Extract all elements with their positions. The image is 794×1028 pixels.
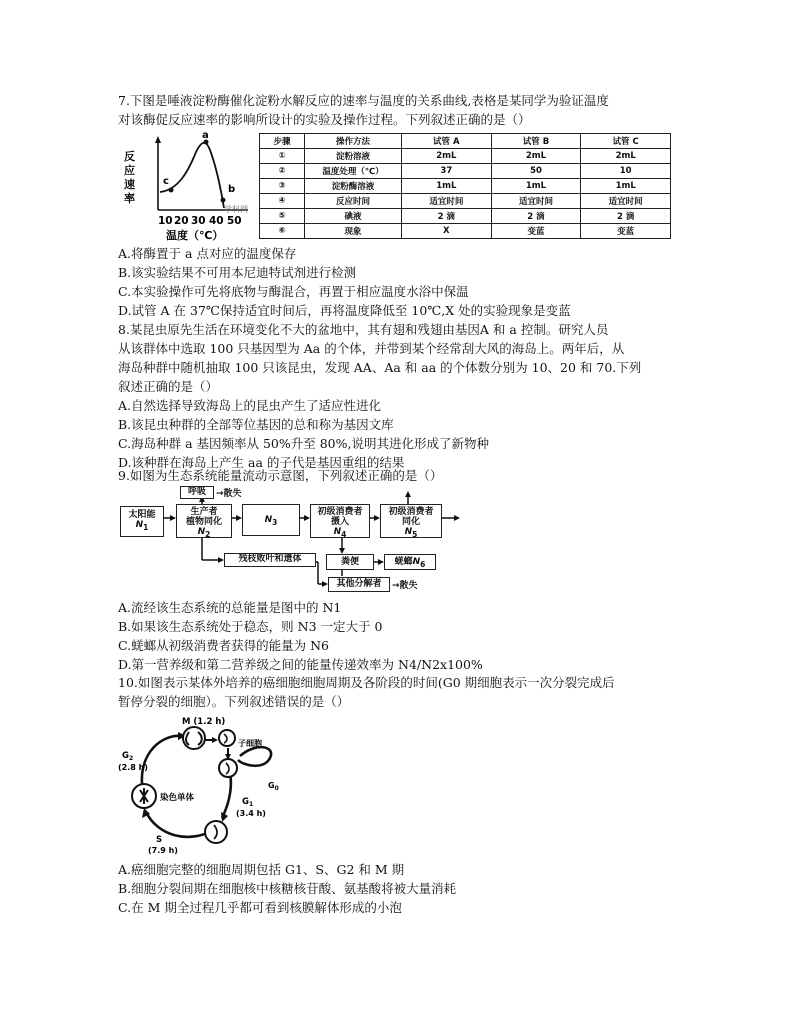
decomposer-box <box>328 577 390 592</box>
g2-label <box>122 751 133 762</box>
table-row <box>260 224 671 239</box>
table-header-row <box>260 134 671 149</box>
tick-30: 30 <box>191 215 206 227</box>
n6-symbol: N <box>412 557 421 567</box>
q10-option-b: B.细胞分裂间期在细胞核中核糖核苷酸、氨基酸将被大量消耗 <box>118 881 457 896</box>
q8-stem-line3: 海岛种群中随机抽取 100 只该昆虫，发现 AA、Aa 和 aa 的个体数分别为 10、20 和 70.下列 <box>118 360 642 375</box>
point-b-label: b <box>228 184 236 195</box>
q9-energy-flow-diagram <box>118 486 478 598</box>
table-cell: 2mL <box>402 149 492 164</box>
dung-beetle-label: 蜣螂 <box>394 557 413 567</box>
q9-option-a: A.流经该生态系统的总能量是图中的 N1 <box>118 600 342 615</box>
g1-subscript: 1 <box>248 801 254 808</box>
q8-option-b: B.该昆虫种群的全部等位基因的总和称为基因文库 <box>118 417 394 432</box>
n2-symbol: N <box>197 527 206 537</box>
n4-symbol: N <box>333 527 342 537</box>
q10-stem-line2: 暂停分裂的细胞）。下列叙述错误的是（） <box>118 694 350 709</box>
table-cell: 温度处理（℃） <box>305 164 402 179</box>
tick-20: 20 <box>174 215 189 227</box>
table-cell: 37 <box>402 164 492 179</box>
q8-stem-line4: 叙述正确的是（） <box>118 379 219 394</box>
q9-option-d: D.第一营养级和第二营养级之间的能量传递效率为 N4/N2x100% <box>118 657 483 672</box>
table-cell: 2mL <box>491 149 581 164</box>
residue-box <box>224 553 316 567</box>
ylabel-char-2: 应 <box>124 164 135 177</box>
tick-10: 10 <box>158 215 173 227</box>
chromatid-label: 染色单体 <box>160 793 195 803</box>
table-cell: 1mL <box>581 179 671 194</box>
producer-box <box>176 504 232 538</box>
header-cell: 试管 C <box>581 134 671 149</box>
feces-box <box>326 554 374 570</box>
g0-symbol: G <box>268 781 275 790</box>
loss-label-2: →散失 <box>392 581 418 591</box>
table-row <box>260 149 671 164</box>
m-phase-label: M (1.2 h) <box>182 717 226 727</box>
table-cell: ⑤ <box>260 209 305 224</box>
point-a-label: a <box>202 132 209 141</box>
n2-subscript: 2 <box>205 529 211 539</box>
primary-consumer-intake-box <box>310 504 370 538</box>
energy-flow-arrows <box>118 486 478 598</box>
table-cell: 淀粉酶溶液 <box>305 179 402 194</box>
ylabel-char-1: 反 <box>124 150 135 163</box>
g2-time-label: (2.8 h) <box>118 763 148 772</box>
table-row <box>260 164 671 179</box>
table-cell: 2 滴 <box>491 209 581 224</box>
q7-option-b: B.该实验结果不可用本尼迪特试剂进行检测 <box>118 265 357 280</box>
feces-label: 粪便 <box>340 557 359 567</box>
header-cell: 试管 B <box>491 134 581 149</box>
q8-option-c: C.海岛种群 a 基因频率从 50%升至 80%,说明其进化形成了新物种 <box>118 436 489 451</box>
g2-symbol: G <box>122 751 129 761</box>
table-row <box>260 194 671 209</box>
n4-subscript: 4 <box>341 529 347 539</box>
respiration-label: 呼吸 <box>187 487 206 497</box>
g1-label <box>242 797 253 808</box>
table-cell: 10 <box>581 164 671 179</box>
table-cell: 反应时间 <box>305 194 402 209</box>
q9-option-c: C.蜣螂从初级消费者获得的能量为 N6 <box>118 638 329 653</box>
q10-option-a: A.癌细胞完整的细胞周期包括 G1、S、G2 和 M 期 <box>118 862 405 877</box>
g1-symbol: G <box>242 797 249 807</box>
table-cell: 2mL <box>581 149 671 164</box>
c2-label-2: 同化 <box>401 517 420 527</box>
q8-option-a: A.自然选择导致海岛上的昆虫产生了适应性进化 <box>118 398 382 413</box>
s-time-label: (7.9 h) <box>148 846 178 855</box>
table-cell: 适宜时间 <box>581 194 671 209</box>
watermark: 学科网 <box>224 205 248 214</box>
q7-stem-line2: 对该酶促反应速率的影响所设计的实验及操作过程。下列叙述正确的是（） <box>118 112 531 127</box>
q9-option-b: B.如果该生态系统处于稳态，则 N3 一定大于 0 <box>118 619 383 634</box>
table-cell: ⑥ <box>260 224 305 239</box>
g0-label <box>268 781 279 792</box>
q7-option-a: A.将酶置于 a 点对应的温度保存 <box>118 246 297 261</box>
q10-option-c: C.在 M 期全过程几乎都可看到核膜解体形成的小泡 <box>118 900 402 915</box>
header-cell: 步骤 <box>260 134 305 149</box>
header-cell: 试管 A <box>402 134 492 149</box>
q8-stem-line2: 从该群体中选取 100 只基因型为 Aa 的个体，并带到某个经常刮大风的海岛上。两年后，从 <box>118 341 625 356</box>
q7-stem-line1: 7.下图是唾液淀粉酶催化淀粉水解反应的速率与温度的关系曲线,表格是某同学为验证温度 <box>118 93 609 108</box>
n3-box <box>242 504 300 536</box>
table-cell: 现象 <box>305 224 402 239</box>
loss-label-1: →散失 <box>216 489 242 499</box>
daughter-cell-label: 子细胞 <box>238 739 262 748</box>
table-cell: 淀粉溶液 <box>305 149 402 164</box>
c2-label-1: 初级消费者 <box>388 507 434 517</box>
table-cell: 变蓝 <box>581 224 671 239</box>
sun-label: 太阳能 <box>128 510 156 520</box>
n1-subscript: 1 <box>143 522 149 532</box>
table-cell: 50 <box>491 164 581 179</box>
table-cell: 2 滴 <box>402 209 492 224</box>
dung-beetle-box <box>384 554 436 570</box>
q8-stem-line1: 8.某昆虫原先生活在环境变化不大的盆地中，其有翅和残翅由基因A 和 a 控制。研究人员 <box>118 322 609 337</box>
table-cell: 1mL <box>402 179 492 194</box>
q9-stem: 9.如图为生态系统能量流动示意图，下列叙述正确的是（） <box>118 468 443 483</box>
n5-symbol: N <box>404 527 413 537</box>
s-phase-label: S <box>156 835 163 845</box>
residue-label: 残枝败叶和遗体 <box>238 554 302 564</box>
g2-subscript: 2 <box>128 755 134 762</box>
primary-consumer-assimilation-box <box>380 504 442 538</box>
table-cell: ① <box>260 149 305 164</box>
q7-option-d: D.试管 A 在 37℃保持适宜时间后，再将温度降低至 10℃,X 处的实验现象是变蓝 <box>118 303 571 318</box>
q8-option-d: D.该种群在海岛上产生 aa 的子代是基因重组的结果 <box>118 455 405 470</box>
q10-stem-line1: 10.如图表示某体外培养的癌细胞细胞周期及各阶段的时间(G0 期细胞表示一次分裂完成后 <box>118 675 615 690</box>
xlabel: 温度（℃） <box>166 229 224 242</box>
sun-energy-box <box>120 506 164 537</box>
ylabel-char-3: 速 <box>124 178 135 191</box>
n3-subscript: 3 <box>272 517 278 527</box>
table-cell: ② <box>260 164 305 179</box>
c1-label-1: 初级消费者 <box>317 507 363 517</box>
g0-subscript: 0 <box>274 785 279 792</box>
table-cell: 适宜时间 <box>491 194 581 209</box>
producer-label-1: 生产者 <box>190 507 218 517</box>
ylabel-char-4: 率 <box>124 192 135 205</box>
point-c-label: c <box>163 176 169 187</box>
n6-subscript: 6 <box>420 559 426 569</box>
respiration-box <box>180 486 214 499</box>
table-cell: ④ <box>260 194 305 209</box>
n3-symbol: N <box>264 515 273 525</box>
table-cell: 变蓝 <box>491 224 581 239</box>
q7-option-c: C.本实验操作可先将底物与酶混合，再置于相应温度水浴中保温 <box>118 284 469 299</box>
c1-label-2: 摄入 <box>330 517 349 527</box>
table-cell: 1mL <box>491 179 581 194</box>
n5-subscript: 5 <box>412 529 418 539</box>
table-cell: 适宜时间 <box>402 194 492 209</box>
table-cell: 2 滴 <box>581 209 671 224</box>
tick-50: 50 <box>227 215 242 227</box>
n1-symbol: N <box>135 520 144 530</box>
producer-label-2: 植物同化 <box>185 517 222 527</box>
table-cell: 碘液 <box>305 209 402 224</box>
table-cell: X <box>402 224 492 239</box>
q10-cell-cycle-diagram <box>118 712 288 858</box>
tick-40: 40 <box>209 215 224 227</box>
q7-experiment-table <box>259 133 671 239</box>
decomposer-label: 其他分解者 <box>336 579 382 589</box>
header-cell: 操作方法 <box>305 134 402 149</box>
table-row <box>260 209 671 224</box>
table-row <box>260 179 671 194</box>
g1-time-label: (3.4 h) <box>236 809 266 818</box>
table-cell: ③ <box>260 179 305 194</box>
q7-rate-graph <box>116 132 256 242</box>
